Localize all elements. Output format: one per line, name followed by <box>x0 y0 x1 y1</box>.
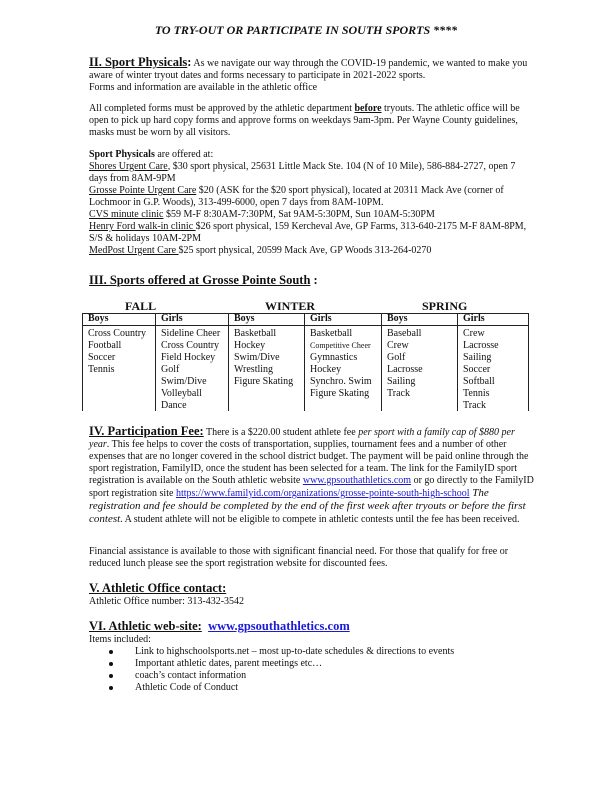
season-spring: SPRING <box>422 299 468 313</box>
physicals-intro-text: As we navigate our way through the COVID-19 pandemic, we wanted to make you aware of winter tryout dates and forms necessary to participate in 2021-2022 sports. <box>89 58 528 81</box>
sport-item: Wrestling <box>234 364 274 375</box>
sport-item: Lacrosse <box>463 340 499 351</box>
financial-paragraph: Financial assistance is available to those with significant financial need. For those that qualify for free or reduced lunch please see the sport registration website for discounted fees. <box>89 546 509 569</box>
location-details: $20 (ASK for the $20 sport physical), located at 20311 Mack Ave (corner of Lochmoor in G.P. Woods), 313-499-6000, open 7 days from 8AM-10PM. <box>89 185 504 208</box>
sport-item: Golf <box>387 352 406 363</box>
office-section <box>89 582 534 608</box>
sport-item: Sailing <box>387 376 416 387</box>
sport-item: Figure Skating <box>234 376 294 387</box>
sports-column <box>228 313 304 411</box>
website-link[interactable]: www.gpsouthathletics.com <box>208 619 350 633</box>
column-header: Girls <box>305 313 381 326</box>
location-details: $26 sport physical, 159 Kercheval Ave, GP Farms, 313-640-2175 M-F 8AM-8PM, S/S & holidays 10AM-2PM <box>89 221 527 244</box>
forms-line: Forms and information are available in the athletic office <box>89 82 318 93</box>
items-label: Items included: <box>89 634 151 645</box>
sport-item: Gymnastics <box>310 352 358 363</box>
sport-item: Swim/Dive <box>234 352 280 363</box>
approval-text-rest: tryouts. The athletic office will be open to pick up hard copy forms and approve forms on weekdays 9am-3pm. Per Wayne County guidelines, masks must be worn by all visitors. <box>89 103 520 138</box>
location-name: Henry Ford walk-in clinic <box>89 221 196 232</box>
column-header: Girls <box>156 313 228 326</box>
physical-location <box>89 161 534 185</box>
physicals-heading-colon: : <box>187 55 192 69</box>
location-details: $25 sport physical, 20599 Mack Ave, GP Woods 313-264-0270 <box>178 245 432 256</box>
sports-column <box>82 313 155 411</box>
sport-item: Crew <box>463 328 485 339</box>
sport-item: Golf <box>161 364 180 375</box>
fee-text-4: . A student athlete will not be eligible to compete in athletic contests until the fee has been received. <box>120 514 520 525</box>
fee-cap-text: per sport with a family cap of $880 per year <box>89 427 515 450</box>
website-item: Link to highschoolsports.net – most up-to-date schedules & directions to events <box>89 646 534 658</box>
familyid-link[interactable]: https://www.familyid.com/organizations/grosse-pointe-south-high-school <box>175 488 470 499</box>
website-item: Athletic Code of Conduct <box>89 682 534 694</box>
sport-item: Baseball <box>387 328 422 339</box>
sport-item: Lacrosse <box>387 364 423 375</box>
sport-item: Track <box>463 400 486 411</box>
sport-item: Dance <box>161 400 187 411</box>
sports-heading: III. Sports offered at Grosse Pointe South <box>89 273 311 287</box>
fee-text-2: . This fee helps to cover the costs of transportation, supplies, tournament fees and a number of other expenses that are no longer covered in the school district budget. The payment will be paid online through the sport registration, FamilyID, once the student has been selected for a team. The link for the FamilyID sport registration is available on the South athletic website <box>89 439 529 486</box>
column-header: Boys <box>382 313 457 326</box>
website-heading: VI. Athletic web-site: <box>89 619 202 633</box>
sports-column <box>457 313 529 411</box>
approval-paragraph <box>89 103 534 139</box>
sport-item: Synchro. Swim <box>310 376 372 387</box>
sports-table <box>82 313 528 411</box>
fee-deadline-note: The registration and fee should be completed by the end of the first week after tryouts or before the first contest <box>89 487 526 525</box>
sports-column <box>155 313 228 411</box>
physical-location <box>89 245 534 257</box>
sport-item: Softball <box>463 376 495 387</box>
physical-location <box>89 209 534 221</box>
offered-label: Sport Physicals <box>89 149 155 160</box>
sport-item: Hockey <box>310 364 342 375</box>
sport-item: Sailing <box>463 352 492 363</box>
website-items-list <box>89 646 534 694</box>
season-winter: WINTER <box>265 299 316 313</box>
location-details: , $30 sport physical, 25631 Little Mack Ste. 104 (N of 10 Mile), 586-884-2727, open 7 days from 8AM-9PM <box>89 161 516 184</box>
offered-label-rest: are offered at: <box>154 149 214 160</box>
sport-item: Soccer <box>88 352 116 363</box>
physical-location <box>89 221 534 245</box>
approval-emphasis: before <box>354 103 382 114</box>
sport-item: Football <box>88 340 122 351</box>
approval-text: All completed forms must be approved by the athletic department <box>89 103 355 114</box>
sports-column <box>304 313 381 411</box>
location-name: Grosse Pointe Urgent Care <box>89 185 197 196</box>
sport-item: Crew <box>387 340 409 351</box>
fee-text: There is a $220.00 student athlete fee <box>203 427 359 438</box>
sport-item: Swim/Dive <box>161 376 207 387</box>
column-header: Boys <box>83 313 155 326</box>
fee-text-3: or go directly to the FamilyID sport registration site <box>89 475 534 499</box>
physicals-heading: II. Sport Physicals <box>89 55 188 69</box>
office-heading: V. Athletic Office contact: <box>89 581 227 595</box>
physicals-intro <box>89 56 534 94</box>
website-section <box>89 620 534 694</box>
location-name: CVS minute clinic <box>89 209 164 220</box>
website-item: Important athletic dates, parent meetings etc… <box>89 658 534 670</box>
sport-item: Volleyball <box>161 388 202 399</box>
season-fall: FALL <box>125 299 157 313</box>
sport-item: Track <box>387 388 410 399</box>
physicals-locations <box>89 149 534 257</box>
sport-item: Hockey <box>234 340 266 351</box>
location-details: $59 M-F 8:30AM-7:30PM, Sat 9AM-5:30PM, Sun 10AM-5:30PM <box>163 209 435 220</box>
sport-item: Field Hockey <box>161 352 216 363</box>
physical-location <box>89 185 534 209</box>
sport-item: Cross Country <box>88 328 147 339</box>
fee-paragraph <box>89 425 534 526</box>
location-name: Shores Urgent Care <box>89 161 168 172</box>
column-header: Girls <box>458 313 528 326</box>
sport-item: Sideline Cheer <box>161 328 221 339</box>
sports-heading-line <box>89 274 534 288</box>
location-name: MedPost Urgent Care <box>89 245 179 256</box>
office-number: Athletic Office number: 313-432-3542 <box>89 596 245 607</box>
page-title: TO TRY-OUT OR PARTICIPATE IN SOUTH SPORTS **** <box>154 23 458 37</box>
sport-item: Cross Country <box>161 340 220 351</box>
gpsouth-link[interactable]: www.gpsouthathletics.com <box>302 475 412 486</box>
sport-item: Competitive Cheer <box>310 341 371 350</box>
column-header: Boys <box>229 313 304 326</box>
sport-item: Figure Skating <box>310 388 370 399</box>
sport-item: Basketball <box>310 328 353 339</box>
sport-item: Tennis <box>463 388 490 399</box>
fee-heading: IV. Participation Fee: <box>89 424 204 438</box>
website-item: coach’s contact information <box>89 670 534 682</box>
sport-item: Tennis <box>88 364 115 375</box>
sports-heading-colon: : <box>310 273 318 287</box>
sport-item: Basketball <box>234 328 277 339</box>
sports-column <box>381 313 457 411</box>
sport-item: Soccer <box>463 364 491 375</box>
